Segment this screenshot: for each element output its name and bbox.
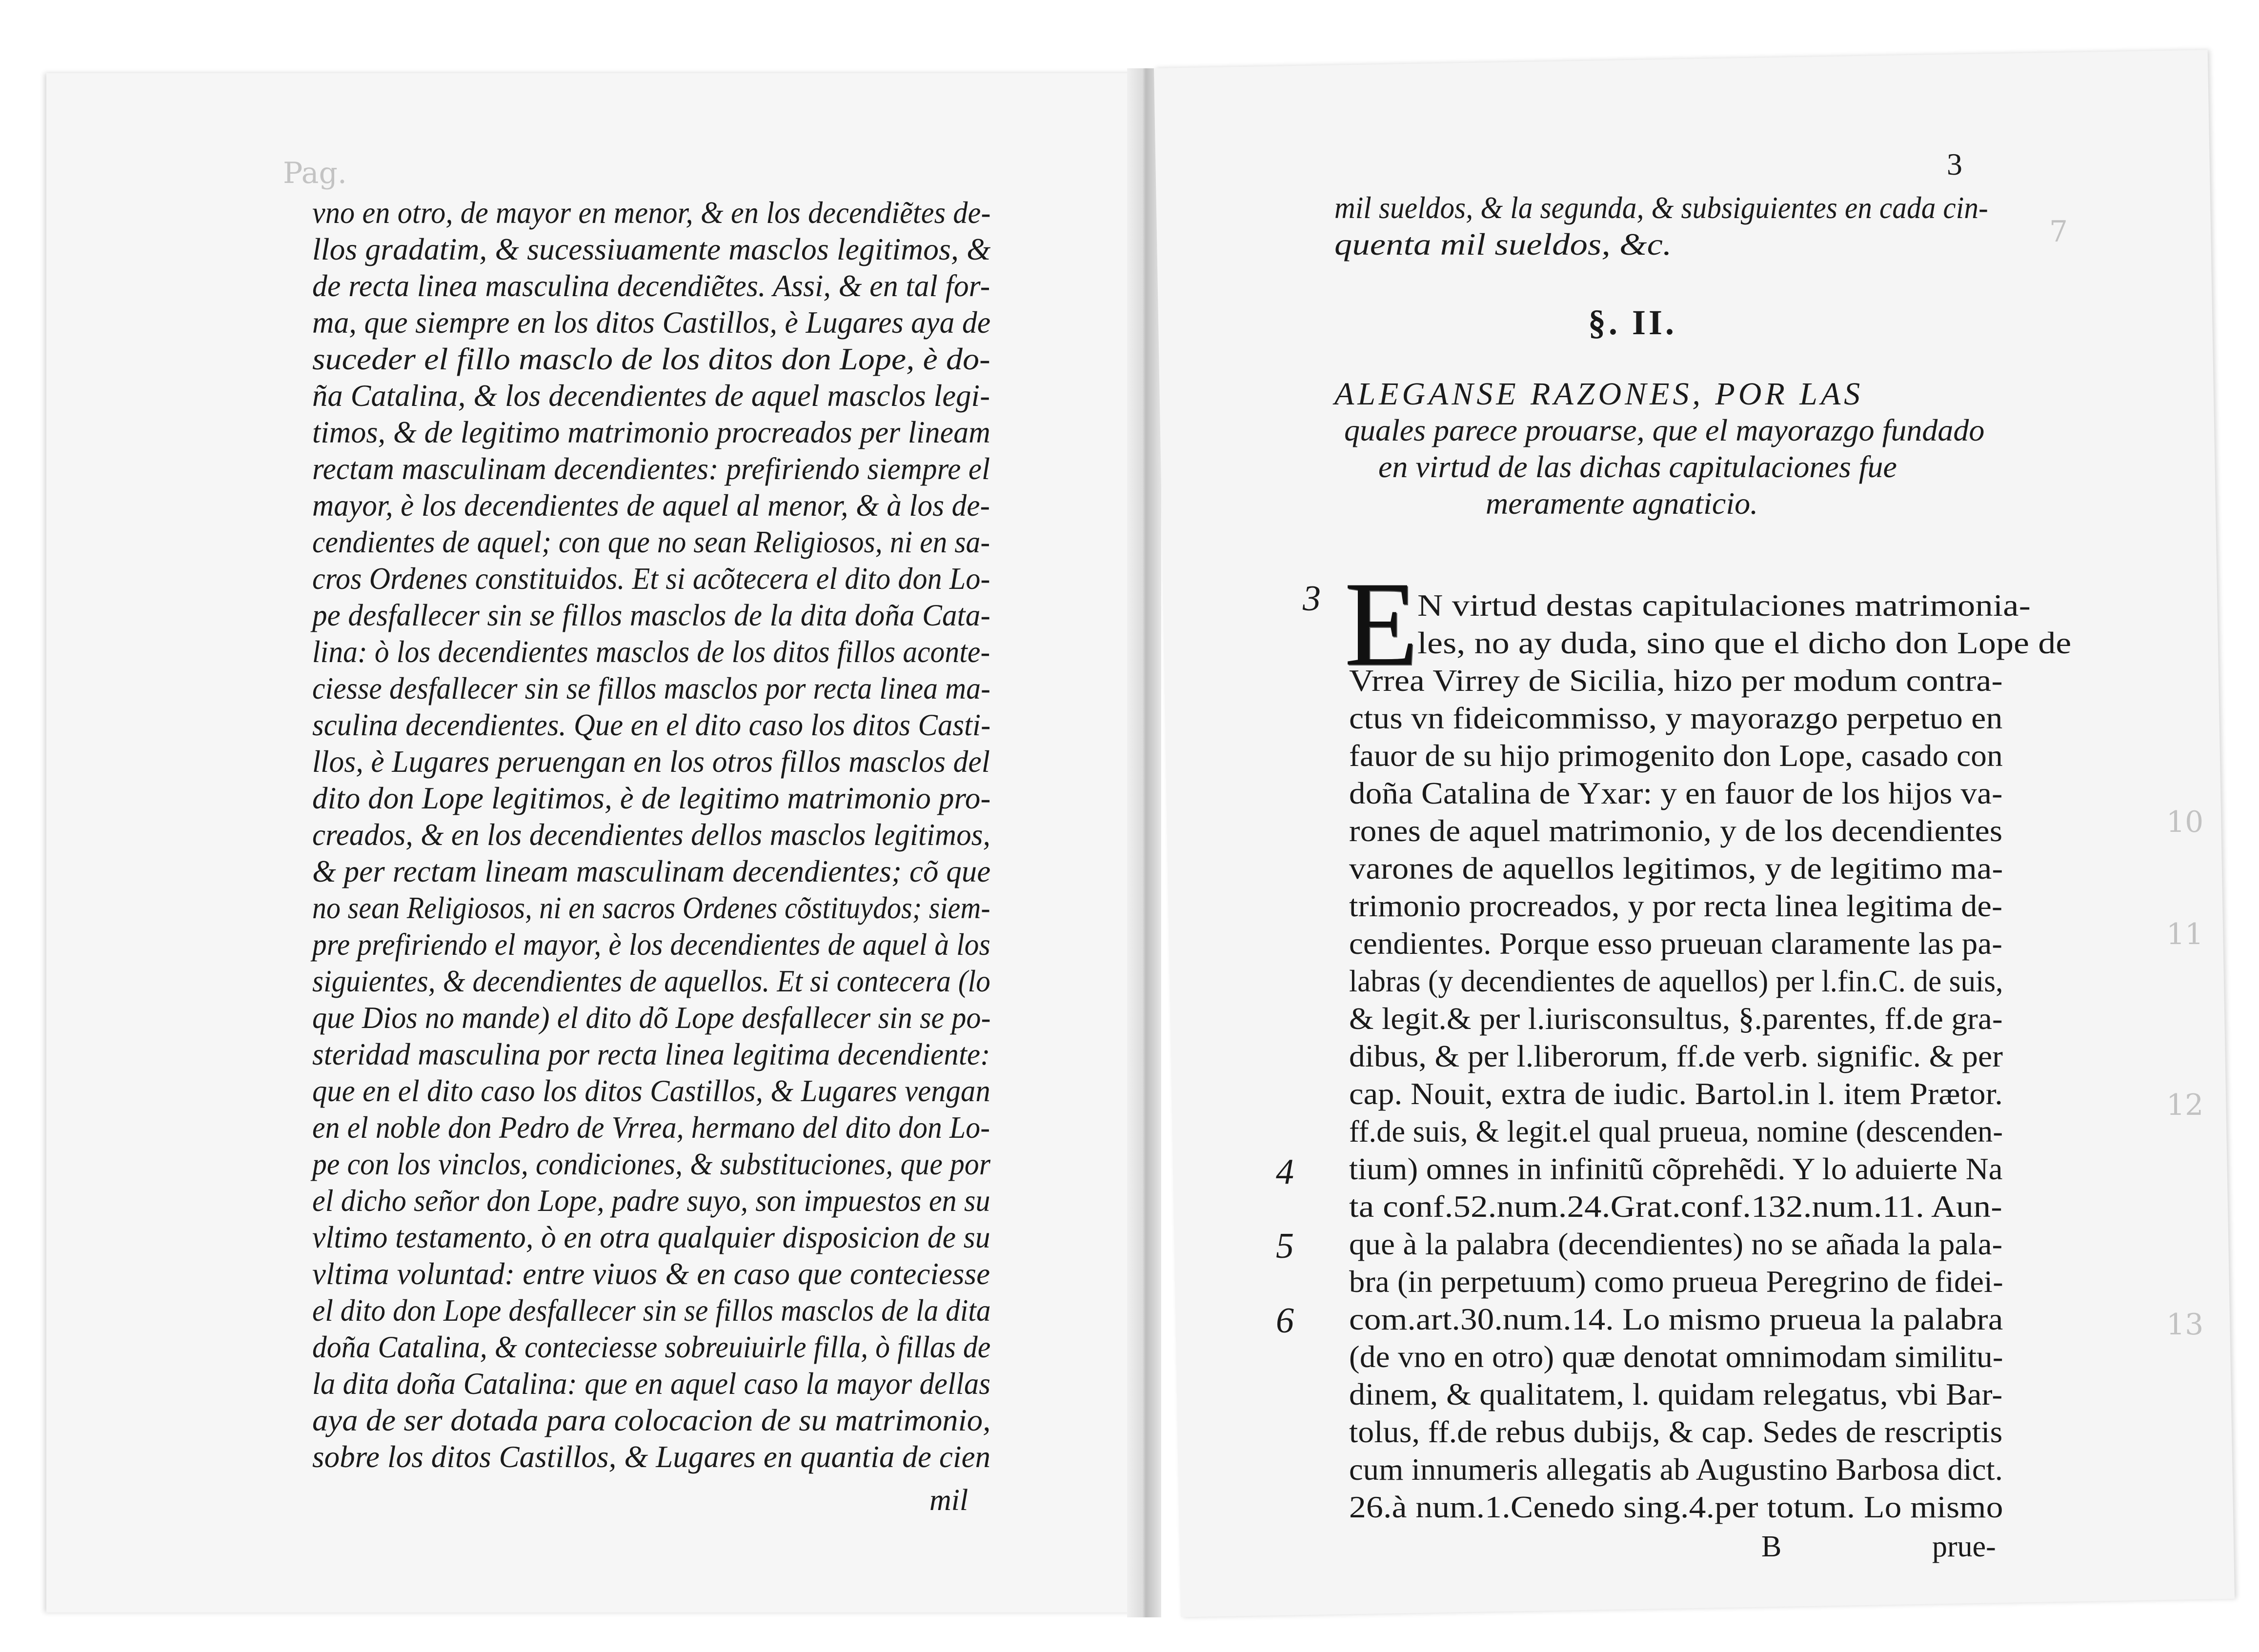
section-title-line: meramente agnaticio. [1486, 486, 1758, 521]
show-through-text: Pag. [283, 156, 347, 190]
text-line: llos gradatim, & sucessiuamente masclos legitimos, & [312, 232, 991, 266]
text-line: steridad masculina por recta linea legitima decendiente: [312, 1037, 990, 1071]
text-line: sobre los ditos Castillos, & Lugares en quantia de cien [312, 1440, 991, 1474]
page-number: 3 [1947, 147, 1962, 181]
text-line: cum innumeris allegatis ab Augustino Barbosa dict. [1349, 1452, 2003, 1487]
margin-number: 3 [1303, 579, 1321, 619]
text-line: suceder el fillo masclo de los ditos don Lope, è do- [312, 342, 990, 376]
text-line: llos, è Lugares peruengan en los otros fillos masclos del [312, 745, 990, 779]
text-line: pre prefiriendo el mayor, è los decendientes de aquel à los [312, 927, 990, 962]
show-through-text: 7 [2049, 215, 2068, 249]
show-through-text: 11 [2166, 917, 2204, 951]
text-line: N virtud destas capitulaciones matrimonia- [1417, 588, 2031, 623]
text-line: no sean Religiosos, ni en sacros Ordenes cõstituydos; siem- [312, 891, 990, 925]
show-through-text: 12 [2166, 1088, 2204, 1122]
text-line: varones de aquellos legitimos, y de legitimo ma- [1349, 851, 2003, 886]
text-line: doña Catalina de Yxar: y en fauor de los hijos va- [1349, 776, 2003, 810]
text-line: ctus vn fideicommisso, y mayorazgo perpetuo en [1349, 701, 2003, 735]
text-line: ta conf.52.num.24.Grat.conf.132.num.11. Aun- [1349, 1189, 2003, 1224]
section-heading: §. II. [1588, 303, 1677, 342]
signature-mark: B [1761, 1530, 1782, 1563]
text-line: & legit.& per l.iurisconsultus, §.parentes, ff.de gra- [1349, 1002, 2003, 1036]
text-line: tolus, ff.de rebus dubijs, & cap. Sedes de rescriptis [1349, 1415, 2003, 1449]
text-line: ma, que siempre en los ditos Castillos, è Lugares aya de [312, 305, 991, 340]
text-line: vltimo testamento, ò en otra qualquier disposicion de su [312, 1220, 990, 1254]
text-line: (de vno en otro) quæ denotat omnimodam similitu- [1349, 1340, 2003, 1374]
text-line: aya de ser dotada para colocacion de su matrimonio, [312, 1403, 991, 1437]
text-line: cendientes. Porque esso prueuan claramente las pa- [1349, 927, 2003, 961]
text-line: la dita doña Catalina: que en aquel caso la mayor dellas [312, 1367, 991, 1401]
text-line: vno en otro, de mayor en menor, & en los decendiẽtes de- [312, 196, 991, 230]
text-line: cap. Nouit, extra de iudic. Bartol.in l. item Prætor. [1349, 1077, 2003, 1111]
text-line: Vrrea Virrey de Sicilia, hizo per modum contra- [1349, 664, 2003, 698]
text-line: fauor de su hijo primogenito don Lope, casado con [1349, 739, 2003, 773]
text-line: com.art.30.num.14. Lo mismo prueua la palabra [1349, 1302, 2003, 1336]
text-line: doña Catalina, & conteciesse sobreuiuirle filla, ò fillas de [312, 1330, 991, 1364]
text-line: que Dios no mande) el dito dõ Lope desfallecer sin se po- [312, 1001, 991, 1035]
text-line: dinem, & qualitatem, l. quidam relegatus, vbi Bar- [1349, 1377, 2003, 1411]
text-line: cros Ordenes constituidos. Et si acõtecera el dito don Lo- [312, 562, 990, 596]
text-line: 26.à num.1.Cenedo sing.4.per totum. Lo mismo [1349, 1490, 2003, 1524]
text-line: el dicho señor don Lope, padre suyo, son impuestos en su [312, 1184, 990, 1218]
text-line: vltima voluntad: entre viuos & en caso que conteciesse [312, 1257, 990, 1291]
text-line: quenta mil sueldos, &c. [1334, 227, 1672, 262]
margin-number: 4 [1276, 1152, 1294, 1192]
text-line: trimonio procreados, y por recta linea legitima de- [1349, 889, 2003, 923]
text-line: rones de aquel matrimonio, y de los decendientes [1349, 814, 2003, 848]
section-title-line: quales parece prouarse, que el mayorazgo fundado [1344, 413, 1985, 447]
text-line: mil sueldos, & la segunda, & subsiguientes en cada cin- [1334, 191, 1989, 225]
text-line: en el noble don Pedro de Vrrea, hermano del dito don Lo- [312, 1110, 990, 1145]
text-line: mayor, è los decendientes de aquel al menor, & à los de- [312, 488, 990, 523]
text-line: tium) omnes in infinitũ cõprehẽdi. Y lo aduierte Na [1349, 1152, 2003, 1186]
text-line: el dito don Lope desfallecer sin se fillos masclos de la dita [312, 1293, 991, 1328]
text-line: dibus, & per l.liberorum, ff.de verb. signific. & per [1349, 1039, 2003, 1073]
text-line: ff.de suis, & legit.el qual prueua, nomine (descenden- [1349, 1114, 2003, 1148]
text-line: siguientes, & decendientes de aquellos. Et si contecera (lo [312, 964, 990, 998]
drop-cap: E [1344, 557, 1418, 691]
text-line: rectam masculinam decendientes: prefiriendo siempre el [312, 452, 990, 486]
margin-number: 6 [1276, 1301, 1294, 1341]
text-line: de recta linea masculina decendiẽtes. Assi, & en tal for- [312, 269, 990, 303]
text-line: dito don Lope legitimos, è de legitimo matrimonio pro- [312, 781, 991, 815]
text-line: creados, & en los decendientes dellos masclos legitimos, [312, 818, 990, 852]
text-line: labras (y decendientes de aquellos) per l.fin.C. de suis, [1349, 964, 2003, 998]
section-title: ALEGANSE RAZONES, POR LAS [1334, 376, 1864, 412]
text-line: cendientes de aquel; con que no sean Religiosos, ni en sa- [312, 525, 990, 559]
text-line: sculina decendientes. Que en el dito caso los ditos Casti- [312, 708, 991, 742]
text-line: & per rectam lineam masculinam decendientes; cõ que [312, 854, 991, 888]
text-line: timos, & de legitimo matrimonio procreados per lineam [312, 415, 991, 449]
margin-number: 5 [1276, 1226, 1294, 1266]
text-line: que à la palabra (decendientes) no se añada la pala- [1349, 1227, 2003, 1261]
show-through-text: 10 [2166, 805, 2204, 839]
text-line: bra (in perpetuum) como prueua Peregrino de fidei- [1349, 1265, 2003, 1299]
section-title-line: en virtud de las dichas capitulaciones fue [1378, 449, 1897, 484]
text-line: ña Catalina, & los decendientes de aquel masclos legi- [312, 379, 990, 413]
left-catchword: mil [929, 1484, 968, 1517]
text-line: pe con los vinclos, condiciones, & substituciones, que por [312, 1147, 991, 1181]
text-line: pe desfallecer sin se fillos masclos de la dita doña Cata- [312, 598, 991, 632]
right-catchword: prue- [1932, 1530, 1996, 1563]
text-line: que en el dito caso los ditos Castillos, & Lugares vengan [312, 1074, 990, 1108]
text-line: ciesse desfallecer sin se fillos masclos por recta linea ma- [312, 671, 991, 705]
text-line: les, no ay duda, sino que el dicho don Lope de [1417, 626, 2072, 660]
show-through-text: 13 [2166, 1308, 2204, 1342]
text-line: lina: ò los decendientes masclos de los ditos fillos aconte- [312, 635, 990, 669]
book-gutter [1127, 68, 1161, 1617]
